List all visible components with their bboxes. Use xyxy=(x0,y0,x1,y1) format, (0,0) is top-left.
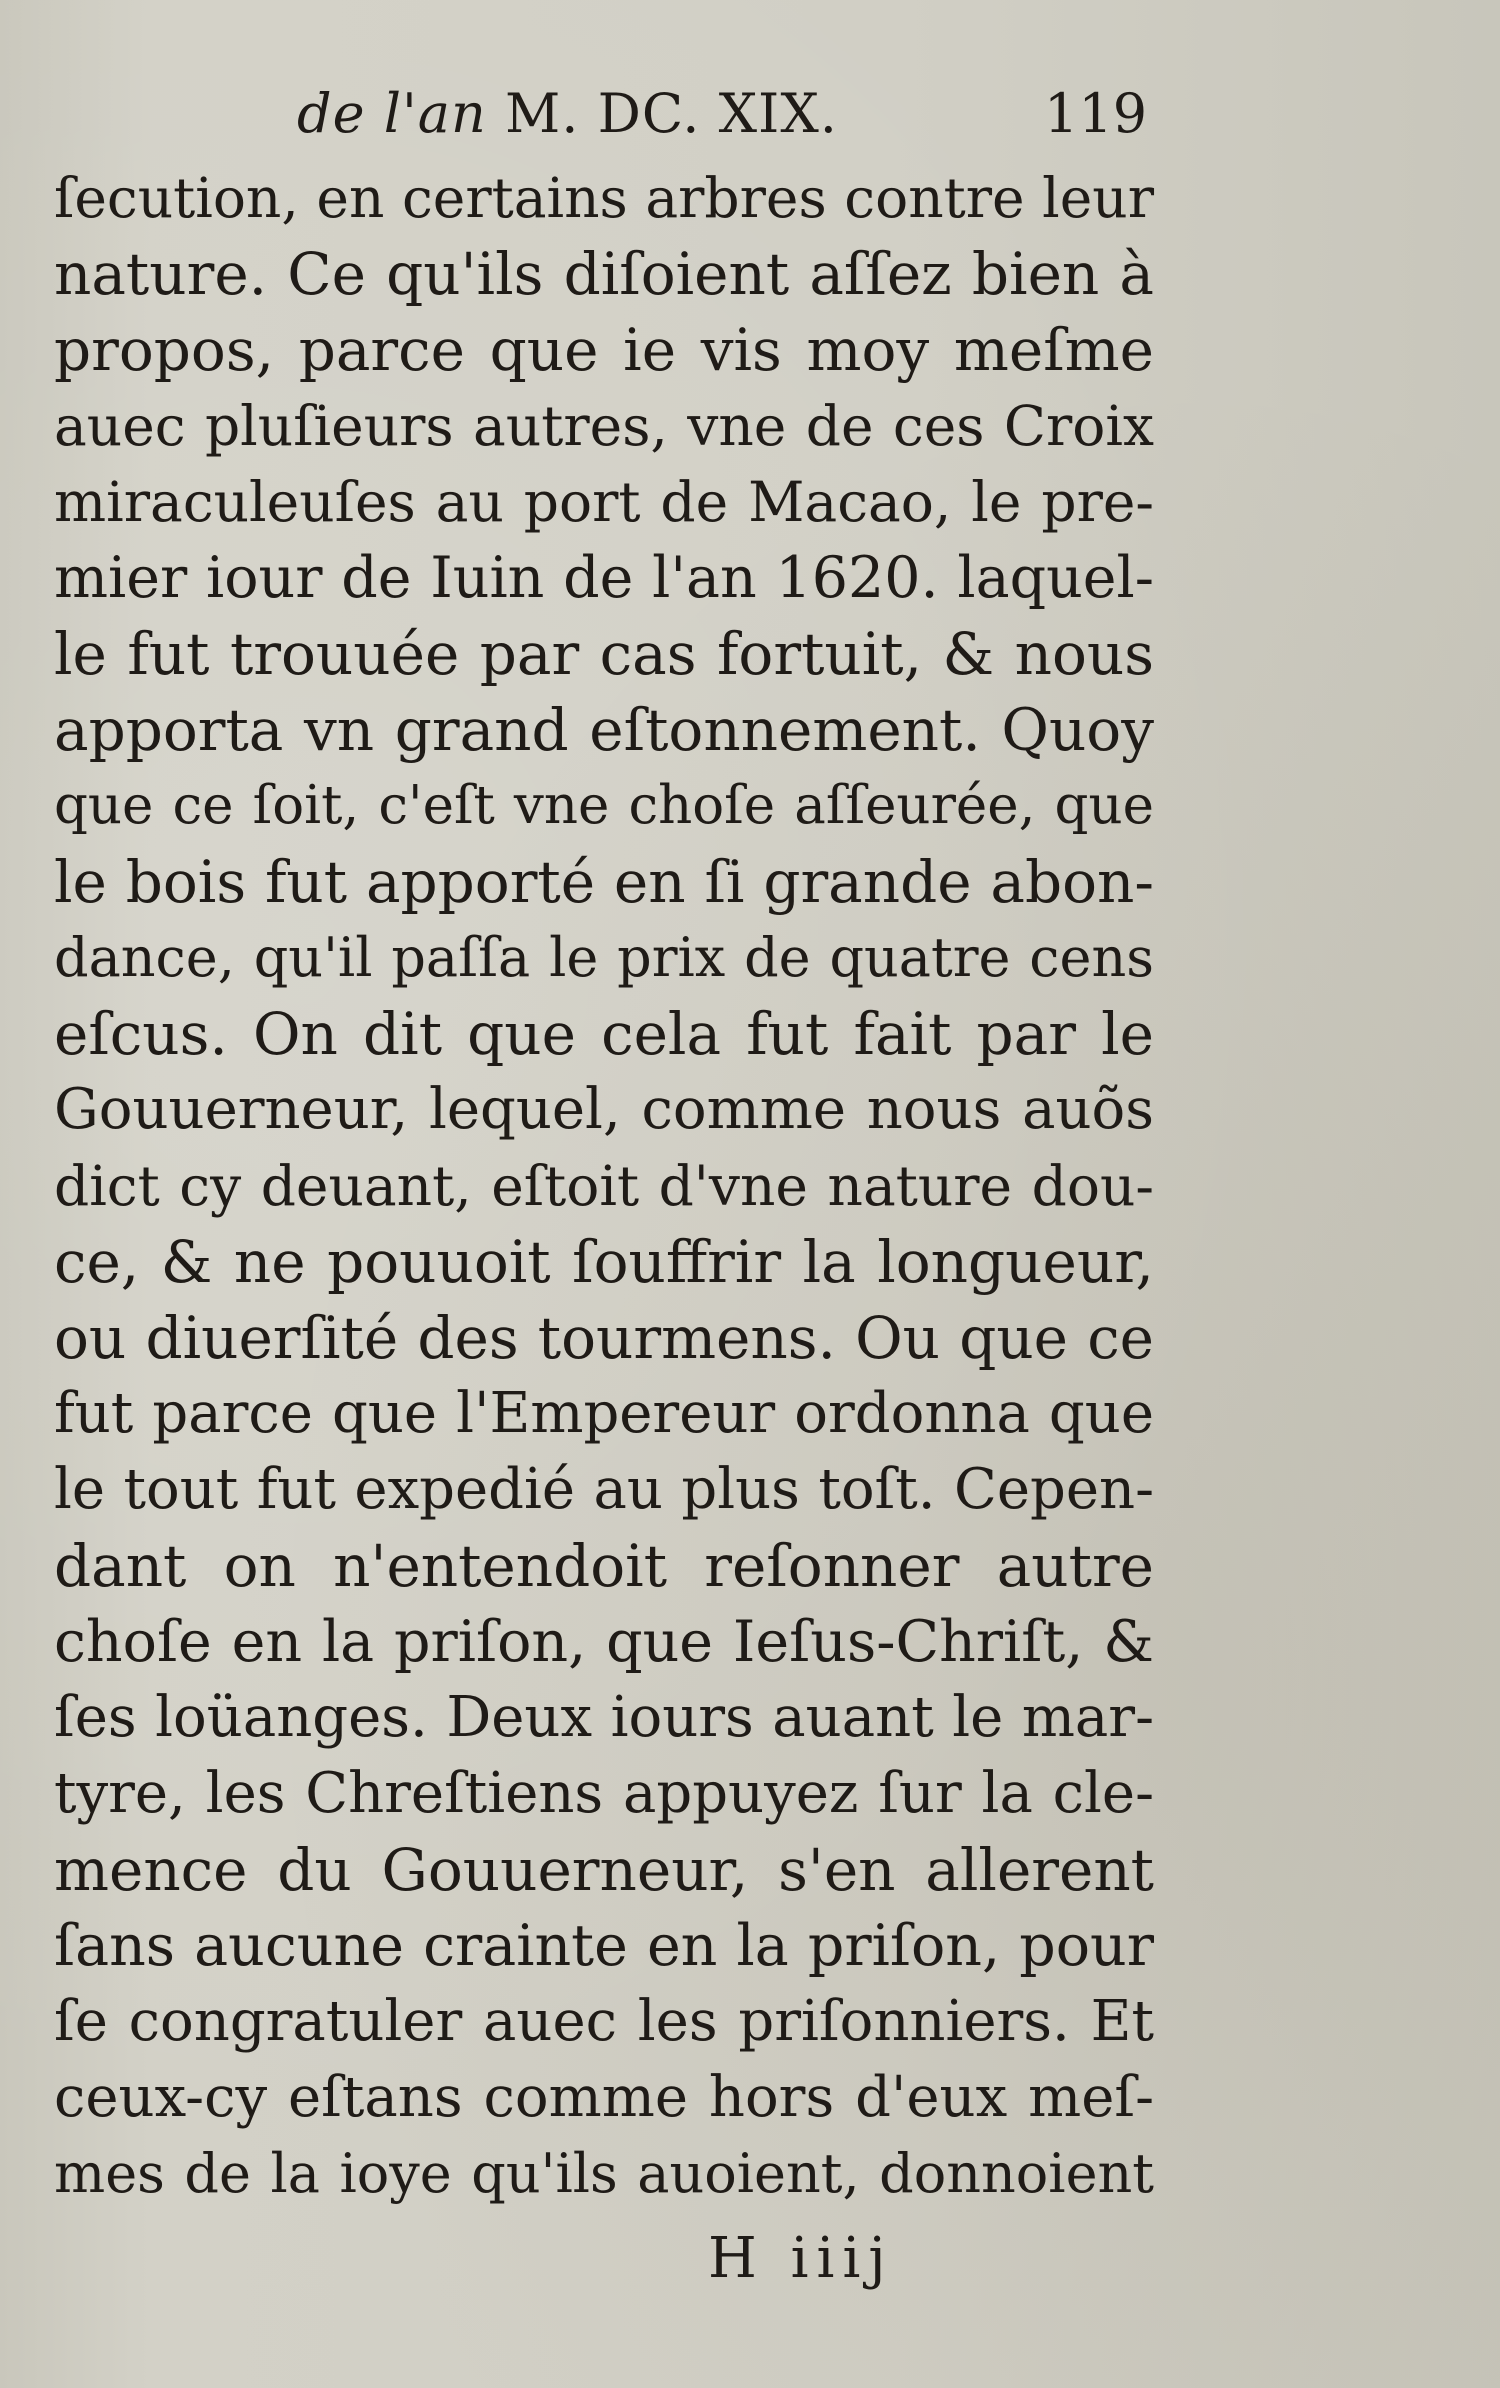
running-title xyxy=(297,82,838,145)
text-line: ce, & ne pouuoit ſouffrir la longueur, xyxy=(54,1228,1154,1296)
running-title-year: M. DC. XIX. xyxy=(504,82,838,145)
text-line: mier iour de Iuin de l'an 1620. laquel- xyxy=(54,545,1154,611)
text-line: propos, parce que ie vis moy meſme xyxy=(54,316,1154,384)
text-line: apporta vn grand eſtonnement. Quoy xyxy=(54,696,1154,764)
text-line: miraculeuſes au port de Macao, le pre- xyxy=(54,470,1154,534)
text-line: nature. Ce qu'ils diſoient aſſez bien à xyxy=(54,240,1154,308)
text-line: fut parce que l'Empereur ordonna que xyxy=(54,1381,1154,1446)
text-line: ceux-cy eſtans comme hors d'eux meſ- xyxy=(54,2065,1154,2130)
text-line: mes de la ioye qu'ils auoient, donnoient xyxy=(54,2142,1154,2205)
text-line: Gouuerneur, lequel, comme nous auõs xyxy=(54,1077,1154,1142)
text-line: le tout fut expedié au plus toſt. Cepen- xyxy=(54,1457,1154,1522)
text-line: ſe congratuler auec les priſonniers. Et xyxy=(54,1989,1154,2054)
page-number: 119 xyxy=(1044,82,1148,145)
text-line: ſes loüanges. Deux iours auant le mar- xyxy=(54,1685,1154,1750)
text-line: choſe en la priſon, que Ieſus-Chriſt, & xyxy=(54,1609,1154,1675)
text-line: que ce ſoit, c'eſt vne choſe aſſeurée, que xyxy=(54,775,1154,836)
body-text xyxy=(54,160,1154,2220)
running-head xyxy=(52,82,1162,162)
text-line: mence du Gouuerneur, s'en allerent xyxy=(54,1836,1154,1904)
text-line: dict cy deuant, eſtoit d'vne nature dou- xyxy=(54,1154,1154,1218)
text-line: ſans aucune crainte en la priſon, pour xyxy=(54,1913,1154,1979)
text-line: ſecution, en certains arbres contre leur xyxy=(54,166,1154,230)
text-line: auec pluſieurs autres, vne de ces Croix xyxy=(54,394,1154,458)
text-line: eſcus. On dit que cela fut fait par le xyxy=(54,1000,1154,1068)
text-line: tyre, les Chreſtiens appuyez ſur la cle- xyxy=(54,1761,1154,1826)
text-line: dance, qu'il paſſa le prix de quatre cens xyxy=(54,926,1154,989)
text-line: ou diuerſité des tourmens. Ou que ce xyxy=(54,1304,1154,1372)
running-title-prefix: de l'an xyxy=(297,82,487,145)
text-line: le bois fut apporté en ſi grande abon- xyxy=(54,848,1154,916)
text-line: le fut trouuée par cas fortuit, & nous xyxy=(54,620,1154,688)
signature-mark: H iiij xyxy=(708,2226,894,2291)
text-line: dant on n'entendoit reſonner autre xyxy=(54,1532,1154,1600)
